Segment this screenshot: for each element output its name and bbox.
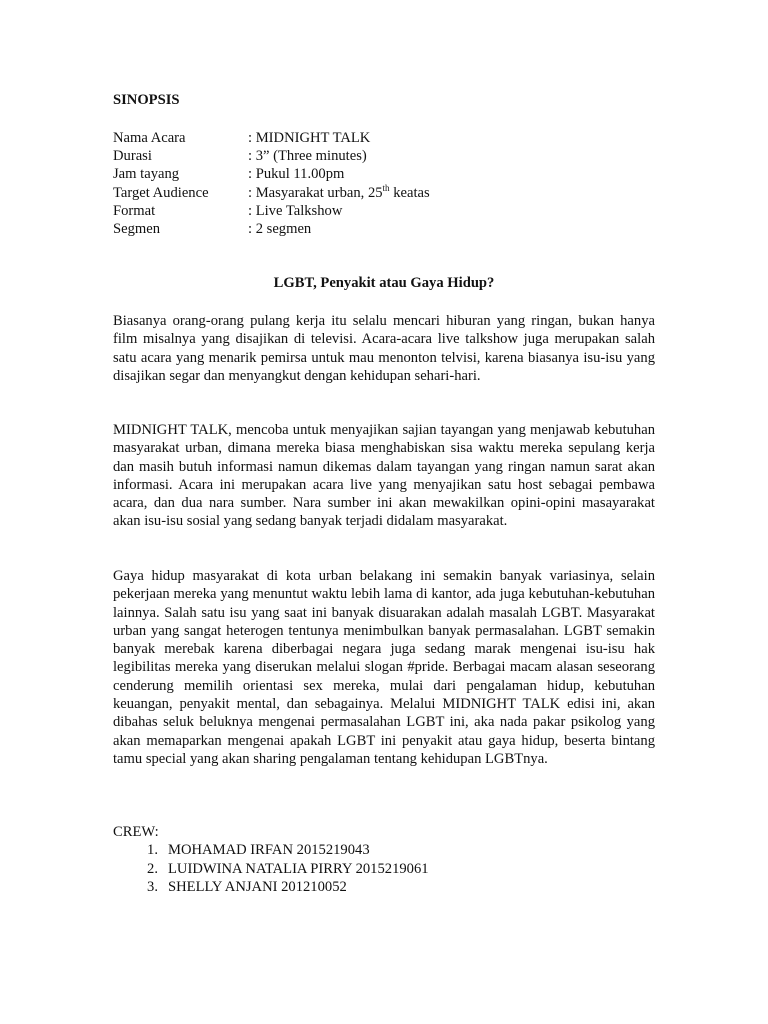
info-value [248,184,430,202]
crew-label: CREW: [113,824,159,840]
crew-number: 3. [147,878,158,895]
crew-number: 1. [147,842,158,859]
info-label: Jam tayang [113,166,180,183]
info-value-suffix: keatas [389,184,430,201]
crew-section [113,823,429,896]
article-title: LGBT, Penyakit atau Gaya Hidup? [273,275,495,291]
info-value: : Pukul 11.00pm [248,166,345,183]
info-row-format [113,202,430,220]
info-row-program-name [113,129,430,147]
info-label: Target Audience [113,184,209,201]
info-label: Format [113,202,156,219]
info-value-superscript: th [382,182,390,193]
paragraph-topic: Gaya hidup masyarakat di kota urban belakang ini semakin banyak variasinya, selain pekerjaan mereka yang menuntut waktu lebih lama di kantor, ada juga kebutuhan-kebutuhan lainnya. Salah satu isu yang saat ini banyak disuarakan adalah masalah LGBT. Masyarakat urban yang sangat heterogen tentunya menimbulkan banyak permasalahan. LGBT semakin banyak merebak karena diberbagai negara juga sedang marak mengenai isu-isu hak legibilitas mereka yang diserukan melalui slogan #pride. Berbagai macam alasan seseorang cenderung memilih orientasi sex mereka, mulai dari pengalaman hidup, kebutuhan keuangan, penyakit mental, dan sebagainya. Melalui MIDNIGHT TALK edisi ini, akan dibahas seluk beluknya mengenai permasalahan LGBT ini, aka nada pakar psikolog yang akan memaparkan mengenai apakah LGBT ini penyakit atau gaya hidup, beserta bintang tamu special yang akan sharing pengalaman tentang kehidupan LGBTnya. [113,568,655,767]
info-value: : 3” (Three minutes) [248,148,367,165]
program-info-table [113,129,430,238]
info-row-duration [113,147,430,165]
info-label: Durasi [113,148,152,165]
crew-list-item [113,878,429,896]
crew-member-name: MOHAMAD IRFAN 2015219043 [168,842,370,859]
info-row-target-audience [113,184,430,202]
paragraph-intro: Biasanya orang-orang pulang kerja itu selalu mencari hiburan yang ringan, bukan hanya film misalnya yang disajikan di televisi. Acara-acara live talkshow juga merupakan salah satu acara yang menarik pemirsa untuk mau menonton telvisi, karena biasanya isu-isu yang disajikan segar dan menyangkut dengan kehidupan sehari-hari. [113,313,655,384]
crew-list-item [113,860,429,878]
crew-list [113,841,429,896]
synopsis-heading: SINOPSIS [113,92,180,108]
crew-number: 2. [147,860,158,877]
crew-member-name: LUIDWINA NATALIA PIRRY 2015219061 [168,860,429,877]
info-label: Segmen [113,220,161,237]
info-label: Nama Acara [113,130,186,146]
paragraph-program-description: MIDNIGHT TALK, mencoba untuk menyajikan sajian tayangan yang menjawab kebutuhan masyarakat urban, dimana mereka biasa menghabiskan sisa waktu mereka sepulang kerja dan masih butuh informasi namun dikemas dalam tayangan yang ringan namun sarat akan informasi. Acara ini merupakan acara live yang menyajikan satu host sebagai pembawa acara, dan dua nara sumber. Nara sumber ini akan mewakilkan opini-opini masayarakat akan isu-isu sosial yang sedang banyak terjadi didalam masyarakat. [113,422,655,530]
info-value-main: : Masyarakat urban, 25 [248,184,383,201]
info-value: : MIDNIGHT TALK [248,130,371,146]
info-value: : Live Talkshow [248,202,343,219]
crew-list-item [113,841,429,859]
info-value: : 2 segmen [248,220,312,237]
info-row-segment [113,220,430,238]
info-row-airtime [113,165,430,183]
crew-member-name: SHELLY ANJANI 201210052 [168,878,347,895]
